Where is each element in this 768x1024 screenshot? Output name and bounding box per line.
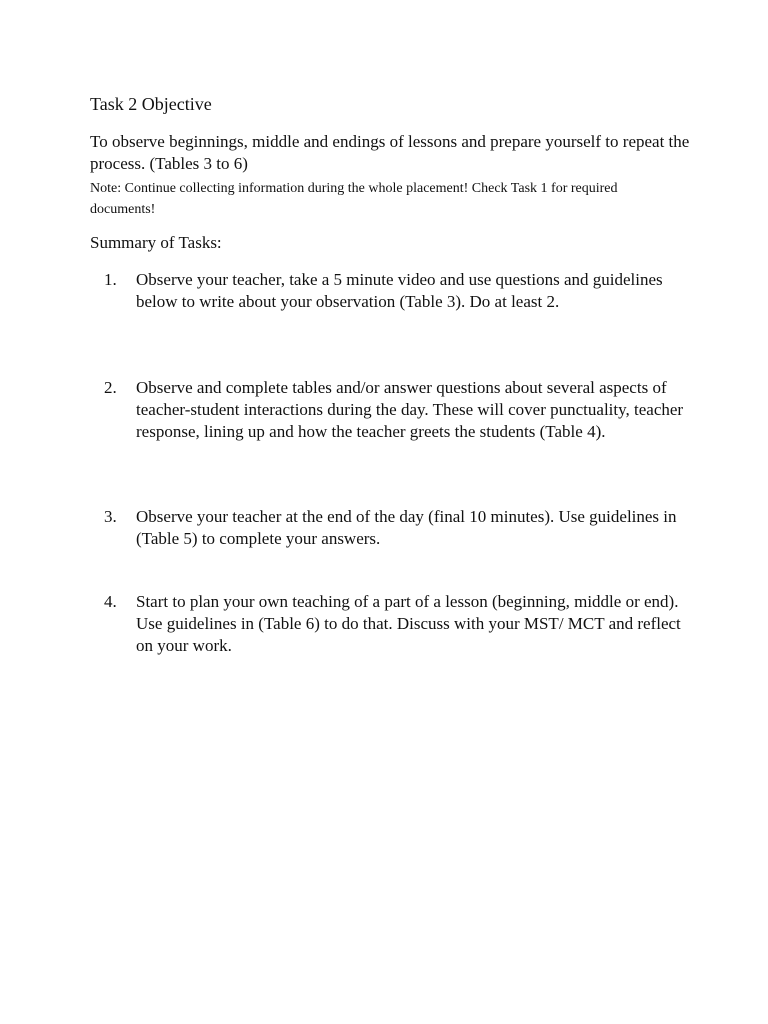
summary-title: Summary of Tasks: <box>90 233 222 252</box>
task-text: Observe your teacher, take a 5 minute video and use questions and guidelines below to write about your observation (Table 3). Do at least 2. <box>136 270 663 311</box>
task-text: Observe your teacher at the end of the day (final 10 minutes). Use guidelines in (Table 5) to complete your answers. <box>136 507 677 548</box>
task-number: 1. <box>104 270 117 289</box>
objective-text: To observe beginnings, middle and endings of lessons and prepare yourself to repeat the process. (Tables 3 to 6) <box>90 132 690 173</box>
note-text: Note: Continue collecting information during the whole placement! Check Task 1 for required documents! <box>90 181 618 217</box>
task-text: Start to plan your own teaching of a part of a lesson (beginning, middle or end). Use guidelines in (Table 6) to do that. Discuss with your MST/ MCT and reflect on your work. <box>136 592 681 655</box>
task-number: 4. <box>104 592 117 611</box>
task-text: Observe and complete tables and/or answer questions about several aspects of teacher-student interactions during the day. These will cover punctuality, teacher response, lining up and how the teacher greets the students (Table 4). <box>136 378 684 441</box>
task-number: 3. <box>104 507 117 526</box>
task-number: 2. <box>104 378 117 397</box>
document-heading: Task 2 Objective <box>90 94 212 114</box>
